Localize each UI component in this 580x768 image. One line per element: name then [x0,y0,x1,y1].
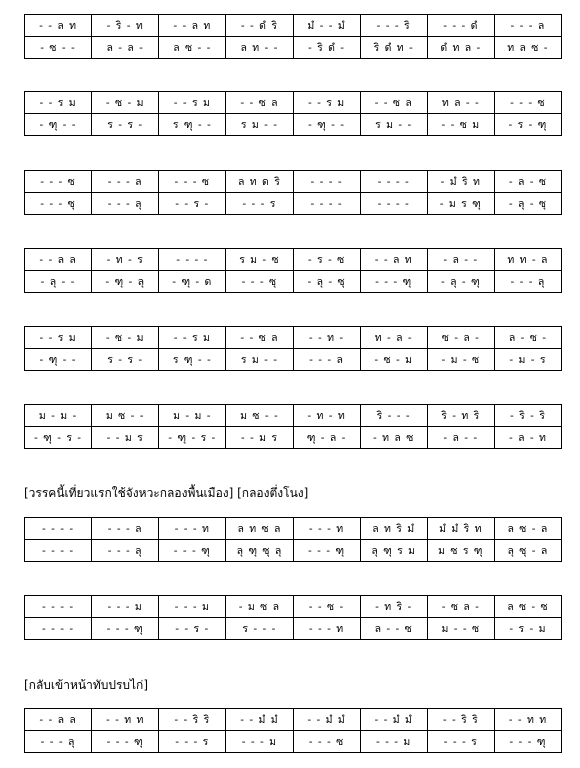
cell: - - - - [293,171,360,193]
cell: - - - - [25,596,92,618]
cell: - ลุ - - [25,271,92,293]
cell: ม ซ - - [226,405,293,427]
cell: ล ท ซ ล [226,518,293,540]
cell: ริ ดํ ท - [360,37,427,59]
cell: - ซ - ม [360,349,427,371]
cell: - - ล ท [159,15,226,37]
cell: - - - ท [293,518,360,540]
cell: - - ดํ ริ [226,15,293,37]
table-row [25,327,562,349]
cell: - - ซ ล [360,92,427,114]
cell: - - มํ มํ [360,709,427,731]
cell: ล - ล - [92,37,159,59]
cell: - ซ - - [25,37,92,59]
cell: - - - ลุ [92,540,159,562]
table-row [25,618,562,640]
cell: - - - ซ [25,171,92,193]
cell: ล - ซ - [494,327,561,349]
cell: - ฑุ - - [25,114,92,136]
cell: ม ซ - - [92,405,159,427]
cell: ท ล - - [427,92,494,114]
cell: - - ซ ล [226,327,293,349]
cell: - - - ม [92,596,159,618]
notation-block-6 [24,404,562,449]
table-row [25,193,562,215]
cell: - - ริ ริ [427,709,494,731]
cell: - ล - ซ [494,171,561,193]
cell: ม - ม - [25,405,92,427]
cell: - - ซ ล [226,92,293,114]
cell: - - - ม [226,731,293,753]
cell: - ท - ร [92,249,159,271]
cell: - ริ ดํ - [293,37,360,59]
cell: ล ซ - ล [494,518,561,540]
cell: - ร - ม [494,618,561,640]
cell: - - ร ม [159,327,226,349]
cell: - ม ร ฑุ [427,193,494,215]
cell: - - ร ม [159,92,226,114]
cell: - - - - [159,249,226,271]
table-row [25,427,562,449]
cell: - - ร - [159,193,226,215]
cell: - - - ฑุ [92,618,159,640]
cell: - - ท ท [92,709,159,731]
cell: - - ร ม [293,92,360,114]
cell: - ซ ล - [427,596,494,618]
notation-block-4 [24,248,562,293]
cell: ร ม - - [226,114,293,136]
table-row [25,249,562,271]
cell: - - - ลุ [92,193,159,215]
cell: ร ม - - [360,114,427,136]
cell: - ล - - [427,427,494,449]
table-row [25,518,562,540]
cell: ล ซ - - [159,37,226,59]
cell: ร ฑุ - - [159,114,226,136]
cell: ท ล ซ - [494,37,561,59]
cell: ท ท - ล [494,249,561,271]
cell: - - - ซ [159,171,226,193]
table-row [25,540,562,562]
cell: - - - - [360,193,427,215]
cell: ซ - ล - [427,327,494,349]
cell: - - ซ ม [427,114,494,136]
cell: - ลุ - ซุ [494,193,561,215]
cell: - - ล ล [25,709,92,731]
cell: - ริ - ริ [494,405,561,427]
cell: - - - ซ [494,92,561,114]
cell: - - ท - [293,327,360,349]
cell: - - - ร [226,193,293,215]
cell: - - - ร [427,731,494,753]
cell: - - - ฑุ [92,731,159,753]
cell: ล - - ซ [360,618,427,640]
table-row [25,405,562,427]
table-row [25,349,562,371]
cell: ร - ร - [92,349,159,371]
cell: - ม - ซ [427,349,494,371]
cell: - - มํ มํ [226,709,293,731]
cell: ล ท - - [226,37,293,59]
cell: - - - ฑุ [494,731,561,753]
notation-block-5 [24,326,562,371]
cell: - - ล ล [25,249,92,271]
cell: - ร - ซ [293,249,360,271]
cell: ล ท ด ริ [226,171,293,193]
cell: ร - - - [226,618,293,640]
cell: - - - - [25,618,92,640]
table-row [25,596,562,618]
cell: - - - ล [92,518,159,540]
cell: - - - ม [360,731,427,753]
cell: - ฑุ - ด [159,271,226,293]
cell: - - ริ ริ [159,709,226,731]
cell: - ม - ร [494,349,561,371]
table-row [25,15,562,37]
cell: ริ - ท ริ [427,405,494,427]
cell: - - - ซุ [25,193,92,215]
cell: - - - ซ [293,731,360,753]
cell: - - - - [293,193,360,215]
cell: - - - ล [494,15,561,37]
cell: - - - ดํ [427,15,494,37]
cell: - - ร - [159,618,226,640]
cell: ฑุ - ล - [293,427,360,449]
cell: - - - ท [293,618,360,640]
cell: - ฑุ - - [293,114,360,136]
cell: - - - - [25,540,92,562]
cell: ลุ ฑุ ร ม [360,540,427,562]
cell: ร ฑุ - - [159,349,226,371]
notation-block-2 [24,91,562,136]
notation-block-8 [24,595,562,640]
cell: มํ มํ ริ ท [427,518,494,540]
cell: - ซ - ม [92,327,159,349]
cell: - - - ลุ [25,731,92,753]
cell: - ท ริ - [360,596,427,618]
cell: ร ม - - [226,349,293,371]
cell: - ฑุ - ลุ [92,271,159,293]
cell: - - - ฑุ [293,540,360,562]
table-row [25,271,562,293]
cell: - - ท ท [494,709,561,731]
table-row [25,114,562,136]
cell: - ร - ฑุ [494,114,561,136]
cell: ท - ล - [360,327,427,349]
cell: ม - ม - [159,405,226,427]
cell: ร ม - ซ [226,249,293,271]
cell: - - - ริ [360,15,427,37]
cell: ดํ ท ล - [427,37,494,59]
cell: - - - - [25,518,92,540]
cell: - - - - [360,171,427,193]
cell: - - - ลุ [494,271,561,293]
cell: ลุ ซุ - ล [494,540,561,562]
cell: - - - ล [92,171,159,193]
cell: - - ล ท [25,15,92,37]
cell: - ฑุ - ร - [25,427,92,449]
notation-block-3 [24,170,562,215]
cell: - มํ ริ ท [427,171,494,193]
cell: ลุ ฑุ ซุ ลุ [226,540,293,562]
cell: ล ท ริ มํ [360,518,427,540]
cell: - ฑุ - - [25,349,92,371]
cell: - ลุ - ซุ [293,271,360,293]
cell: - ซ - ม [92,92,159,114]
table-row [25,171,562,193]
cell: - - - ม [159,596,226,618]
cell: ล ซ - ซ [494,596,561,618]
cell: - - ซ - [293,596,360,618]
cell: - - ร ม [25,92,92,114]
cell: - ท ล ซ [360,427,427,449]
cell: ม ซ ร ฑุ [427,540,494,562]
cell: - - - ฑุ [360,271,427,293]
cell: - ม ซ ล [226,596,293,618]
cell: - ริ - ท [92,15,159,37]
cell: ม - - ซ [427,618,494,640]
table-row [25,709,562,731]
cell: - ล - ท [494,427,561,449]
notation-block-1 [24,14,562,59]
cell: - ลุ - ฑุ [427,271,494,293]
cell: - - ม ร [226,427,293,449]
cell: - - ม ร [92,427,159,449]
cell: ร - ร - [92,114,159,136]
cell: - - ร ม [25,327,92,349]
cell: - - ล ท [360,249,427,271]
cell: - - - ร [159,731,226,753]
cell: - ฑุ - ร - [159,427,226,449]
cell: - ล - - [427,249,494,271]
section-note-drum-pattern: [วรรคนี้เที่ยวแรกใช้จังหวะกลองพื้นเมือง] [กลองตึ่งโนง] [24,486,309,500]
cell: - - - ฑุ [159,540,226,562]
cell: มํ - - มํ [293,15,360,37]
notation-block-9 [24,708,562,753]
section-note-return-pattern: [กลับเข้าหน้าทับปรบไก่] [24,678,149,692]
cell: - - - ล [293,349,360,371]
cell: - - - ซุ [226,271,293,293]
cell: - ท - ท [293,405,360,427]
cell: - - มํ มํ [293,709,360,731]
cell: ริ - - - [360,405,427,427]
cell: - - - ท [159,518,226,540]
table-row [25,92,562,114]
table-row [25,731,562,753]
table-row [25,37,562,59]
notation-block-7 [24,517,562,562]
